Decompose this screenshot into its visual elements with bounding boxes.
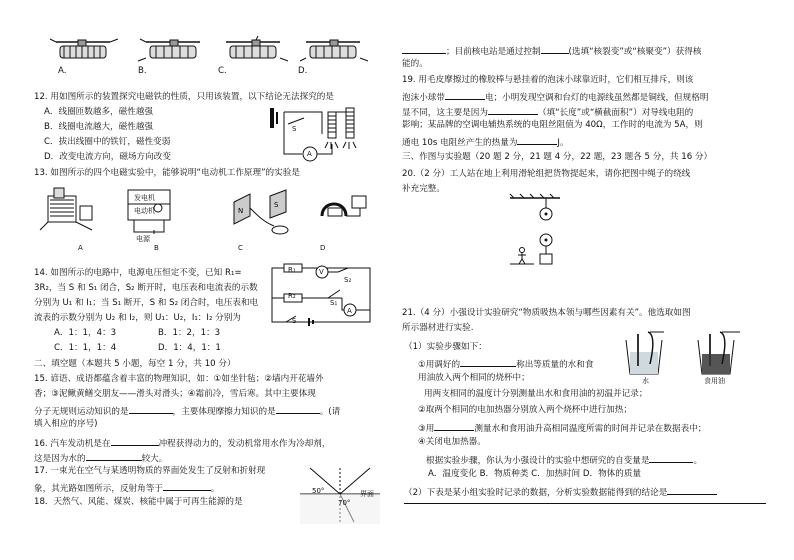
q13-fig-b-label-power: 电源 [136,235,150,243]
q17-line2 [34,481,220,495]
q19-blank-2[interactable] [488,105,538,115]
q11-option-c: C. [218,66,227,76]
q20-line2: 补充完整。 [402,184,445,194]
q21-blank-1[interactable] [460,357,516,367]
q19-line2-b: 电；小明发现空调和台灯的电源线虽然都是铜线，但规格明 [484,93,709,103]
beaker-oil [698,332,740,374]
q14-label-s: S [292,317,297,325]
q17-blank[interactable] [163,481,211,491]
q18-continued-line1 [402,44,701,58]
q13-stem: 13. 如图所示的四个电磁实验中，能够说明“电动机工作原理”的实验是 [34,168,300,178]
q17-line2-a: 象，其光路如图所示，反射角等于 [34,484,163,494]
q16-blank-2[interactable] [86,451,142,461]
q21-part2-text: （2）下表是某小组实验时记录的数据，分析实验数据能得到的结论是 [404,488,668,498]
q16-line1-a: 16. 汽车发动机是在 [34,439,111,449]
q14-label-r2: R₂ [288,292,296,300]
section2-title: 二、填空题（本题共 5 小题，每空 1 分，共 10 分） [34,359,236,369]
q13-fig-c [234,190,288,234]
q21-label-water: 水 [642,377,649,385]
svg-text:N: N [238,207,244,215]
q14-line2: 3R₂，当 S 和 S₁ 闭合，S₂ 断开时，电压表和电流表的示数 [34,283,258,293]
q15-line1: 15. 谚语、成语都蕴含着丰富的物理知识，如：①如坐针毡；②墙内开花墙外 [34,374,324,384]
q17-angle-70: 70° [338,499,351,507]
q18-continued-line2: 能的。 [402,59,428,69]
q18-line: 18．天然气、风能、煤炭、核能中属于可再生能源的是 [34,497,243,507]
q15-line3-b: ，主要体现摩擦力知识的是 [172,407,276,417]
rheostat-b [138,39,200,61]
q16-line2 [34,451,167,465]
q19-line2-a: 泡沫小球带 [402,93,445,103]
rheostat-c [226,36,288,61]
svg-text:S: S [274,201,279,209]
q19-line1: 19. 用毛皮摩擦过的橡胶棒与悬挂着的泡沫小球靠近时，它们相互排斥，则该 [402,75,694,85]
q13-fig-a [40,188,92,230]
q19-blank-1[interactable] [445,90,485,100]
q21-step4 [418,421,706,435]
q12-option-d: D．改变电流方向，磁场方向改变 [44,152,171,162]
q17-interface-label: 界面 [360,490,374,498]
q13-label-b: B [154,244,159,252]
q14-line3: 分别为 U₁ 和 I₁；当 S₁ 断开，S 和 S₂ 闭合时，电压表和电 [34,298,259,308]
q13-experiment-figures [40,186,370,240]
q21-step6-b: 。 [693,456,703,466]
q16-line2-a: 这是因为水的 [34,454,86,464]
q21-line2: 所示器材进行实验. [402,323,474,333]
rheostat-d [300,40,368,61]
q15-line3-c: 。(请 [319,407,341,417]
q21-label-oil: 食用油 [704,377,725,385]
q19-line2 [402,90,708,104]
q13-fig-d [322,196,366,216]
q20-pulley-figure [510,196,570,268]
q15-line4: 填入相应的序号) [34,419,98,429]
q21-options: A．温度变化 B．物质种类 C．加热时间 D．物体的质量 [428,469,642,479]
q15-blank-2[interactable] [276,404,320,414]
q19-line3-b: （填“长度”或“横截面积”）对导线电阻的 [537,108,694,118]
q14-label-v: V [319,268,324,276]
q14-line4: 流表的示数分别为 U₂ 和 I₂，则 U₁：U₂，I₁：I₂ 分别为 [34,313,241,323]
q21-steps-title: （1）实验步骤如下： [404,342,487,352]
q21-step4-a: ③用 [418,424,435,434]
q12-option-b: B．线圈电流越大，磁性越强 [44,122,154,132]
q20-line1: 20.（2 分）工人站在地上利用滑轮组把货物提起来，请你把图中绳子的绕线 [402,169,691,179]
q18-cont-a: ；目前核电站是通过控制 [446,47,541,57]
q21-step1-c: 用油放入两个相同的烧杯中； [418,373,530,383]
q21-step4-b: 测量水和食用油升高相同温度所需的时间并记录在数据表中； [474,424,707,434]
q13-label-c: C [238,244,243,252]
q21-step1 [418,357,593,371]
q19-line5 [402,135,569,149]
q19-line5-a: 通电 10s 电阻丝产生的热量为 [402,138,518,148]
q18-cont-b: (选填“核裂变”或“核聚变”）获得核 [568,47,702,57]
q18-blank-1[interactable] [402,44,446,54]
q21-step6 [426,453,702,467]
q17-line1: 17. 一束光在空气与某透明物质的界面处发生了反射和折射现 [34,466,266,476]
q16-blank-1[interactable] [111,436,159,446]
q12-stem: 12. 用如图所示的装置探究电磁铁的性质，只用该装置，以下结论无法探究的是 [34,92,334,102]
q19-line4: 影响；某品牌的空调电辅热系统的电阻丝阻值为 40Ω，工作时的电流为 5A，则 [402,120,703,130]
q11-option-a: A. [58,66,67,76]
q16-line1 [34,436,330,450]
q14-line1: 14. 如图所示的电路中，电源电压恒定不变，已知 R₁= [34,268,242,278]
q12-switch-label: S [292,125,297,133]
q15-line3-a: 分子无规则运动知识的是 [34,407,129,417]
q19-blank-3[interactable] [517,135,557,145]
q14-option-a: A．1：1，4：3 [54,328,117,338]
section3-title: 三、作图与实验题（20 题 2 分，21 题 4 分，22 题，23 题各 5 分，共 16 分） [402,152,713,162]
q19-line5-b: J。 [557,138,569,148]
q15-blank-1[interactable] [129,404,173,414]
q14-label-s1: S₁ [330,299,338,307]
q21-step3: ②取两个相同的电加热器分别放入两个烧杯中进行加热； [418,405,632,415]
q13-label-d: D [320,244,326,252]
q21-blank-3[interactable] [649,453,693,463]
q21-answer-line[interactable] [404,494,766,504]
q14-label-r1: R₁ [288,266,296,274]
beaker-water [626,332,664,374]
q14-option-c: C．1：1，1：4 [54,343,117,353]
q17-angle-50: 50° [312,487,325,495]
q12-option-a: A．线圈匝数越多，磁性越强 [44,107,154,117]
q21-step1-a: ①用调好的 [418,360,461,370]
q21-step1-b: 称出等质量的水和食 [516,360,594,370]
q18-blank-2[interactable] [541,44,569,54]
q15-line3 [34,404,340,418]
q17-line2-b: 。 [210,484,220,494]
q21-step2: 用两支相同的温度计分别测量出水和食用油的初温并记录； [424,389,648,399]
q16-line1-b: 冲程获得动力的，发动机常用水作为冷却剂， [158,439,331,449]
q11-option-b: B. [138,66,147,76]
q13-fig-b-label-motor: 电动机 [134,207,155,215]
q14-label-s2: S₂ [344,276,352,284]
q16-line2-b: 较大。 [141,454,168,464]
q13-fig-b-label-generator: 发电机 [134,194,155,202]
q12-option-c: C．拔出线圈中的铁钉，磁性变弱 [44,137,171,147]
q13-label-a: A [78,244,83,252]
q19-line3 [402,105,693,119]
q19-line3-a: 显不同，这主要是因为 [402,108,488,118]
q11-rheostat-figures [30,40,370,70]
q14-option-d: D．1：4，1：1 [158,343,221,353]
q21-step6-a: 根据实验步骤，你认为小强设计的实验中想研究的自变量是 [426,456,650,466]
q21-line1: 21.（4 分）小强设计实验研究“物质吸热本领与哪些因素有关”。他选取如图 [402,308,691,318]
q11-option-d: D. [298,66,308,76]
q21-blank-2[interactable] [434,421,474,431]
q14-option-b: B．1：2，1：3 [158,328,221,338]
q12-ammeter-label: A [307,150,312,158]
q14-label-a: A [347,307,352,315]
q15-line2: 香；③泥鳅黄鳝交朋友——滑头对滑头；④霜前冷，雪后寒。其中主要体现 [34,389,316,399]
q21-step5: ④关闭电加热器。 [418,437,486,447]
q21-beakers-figure [620,330,770,380]
rheostat-a [50,39,118,58]
